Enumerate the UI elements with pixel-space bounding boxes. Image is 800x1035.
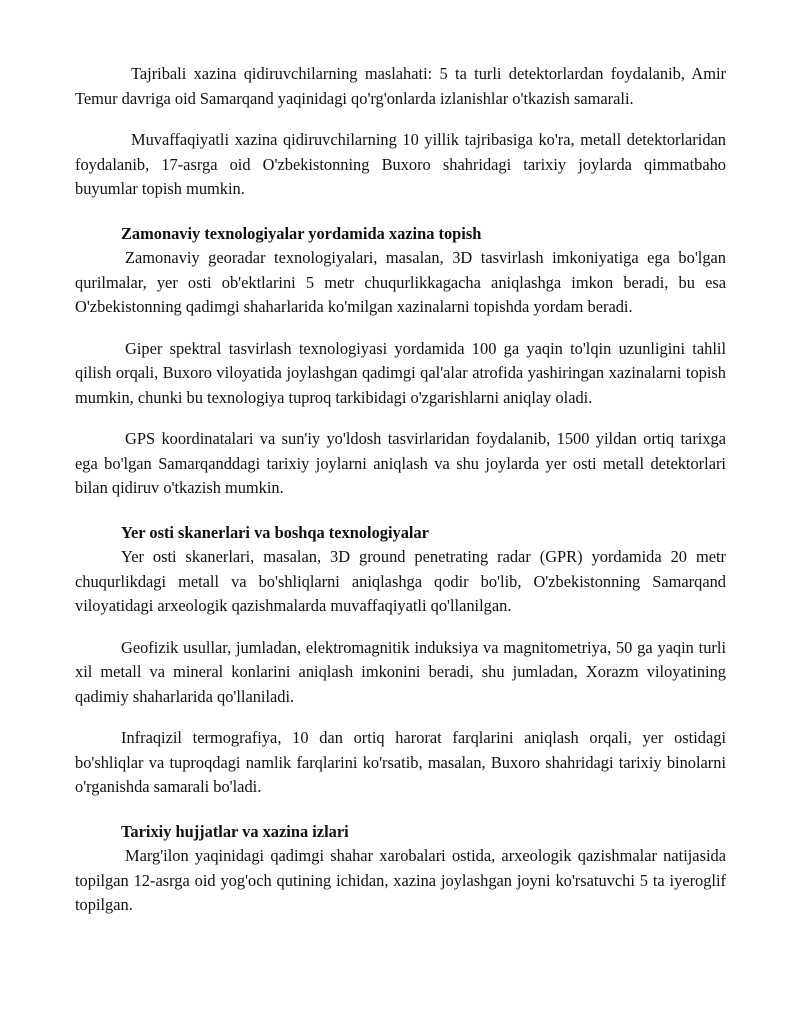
paragraph-hyperspectral: Giper spektral tasvirlash texnologiyasi yordamida 100 ga yaqin to'lqin uzunligini tahlil qilish orqali, Buxoro viloyatida joylashgan qadimgi qal'alar atrofida yashiringan xazinalarni topish mumkin, chunki bu texnologiya tuproq tarkibidagi o'zgarishlarni aniqlay oladi. [75, 338, 726, 407]
document-page [75, 62, 726, 935]
paragraph-infrared: Infraqizil termografiya, 10 dan ortiq harorat farqlarini aniqlash orqali, yer ostidagi bo'shliqlar va tuproqdagi namlik farqlarini ko'rsatib, masalan, Buxoro shahridagi tarixiy binolarni o'rganishda samarali bo'ladi. [75, 728, 726, 796]
paragraph-bukhara-experience: Muvaffaqiyatli xazina qidiruvchilarning 10 yillik tajribasiga ko'ra, metall detektorlaridan foydalanib, 17-asrga oid O'zbekistonning Buxoro shahridagi tarixiy joylarda qimmatbaho buyumlar topish mumkin. [75, 130, 726, 198]
paragraph-geophysical: Geofizik usullar, jumladan, elektromagnitik induksiya va magnitometriya, 50 ga yaqin turli xil metall va mineral konlarini aniqlash imkonini beradi, shu jumladan, Xorazm viloyatining qadimiy shaharlarida qo'llaniladi. [75, 637, 726, 706]
paragraph-gpr: Yer osti skanerlari, masalan, 3D ground penetrating radar (GPR) yordamida 20 metr chuqurlikdagi metall va bo'shliqlarni aniqlashga qodir bo'lib, O'zbekistonning Samarqand viloyatidagi arxeologik qazishmalarda muvaffaqiyatli qo'llanilgan. [75, 547, 726, 615]
paragraph-georadar: Zamonaviy georadar texnologiyalari, masalan, 3D tasvirlash imkoniyatiga ega bo'lgan qurilmalar, yer osti ob'ektlarini 5 metr chuqurlikkagacha aniqlashga imkon beradi, bu esa O'zbekistonning qadimgi shaharlarida ko'milgan xazinalarni topishda yordam beradi. [75, 248, 726, 316]
section-heading-historical-documents: Tarixiy hujjatlar va xazina izlari [121, 821, 349, 841]
section-heading-modern-technologies: Zamonaviy texnologiyalar yordamida xazina topish [121, 223, 482, 243]
paragraph-detector-advice: Tajribali xazina qidiruvchilarning maslahati: 5 ta turli detektorlardan foydalanib, Amir Temur davriga oid Samarqand yaqinidagi qo'rg'onlarda izlanishlar o'tkazish samarali. [75, 64, 726, 108]
section-heading-underground-scanners: Yer osti skanerlari va boshqa texnologiyalar [121, 522, 429, 542]
paragraph-margilan: Marg'ilon yaqinidagi qadimgi shahar xarobalari ostida, arxeologik qazishmalar natijasida topilgan 12-asrga oid yog'och qutining ichidan, xazina joylashgan joyni ko'rsatuvchi 5 ta iyeroglif topilgan. [75, 846, 726, 914]
paragraph-gps: GPS koordinatalari va sun'iy yo'ldosh tasvirlaridan foydalanib, 1500 yildan ortiq tarixga ega bo'lgan Samarqanddagi tarixiy joylarni aniqlash va shu joylarda yer osti metall detektorlari bilan qidiruv o'tkazish mumkin. [75, 429, 726, 497]
